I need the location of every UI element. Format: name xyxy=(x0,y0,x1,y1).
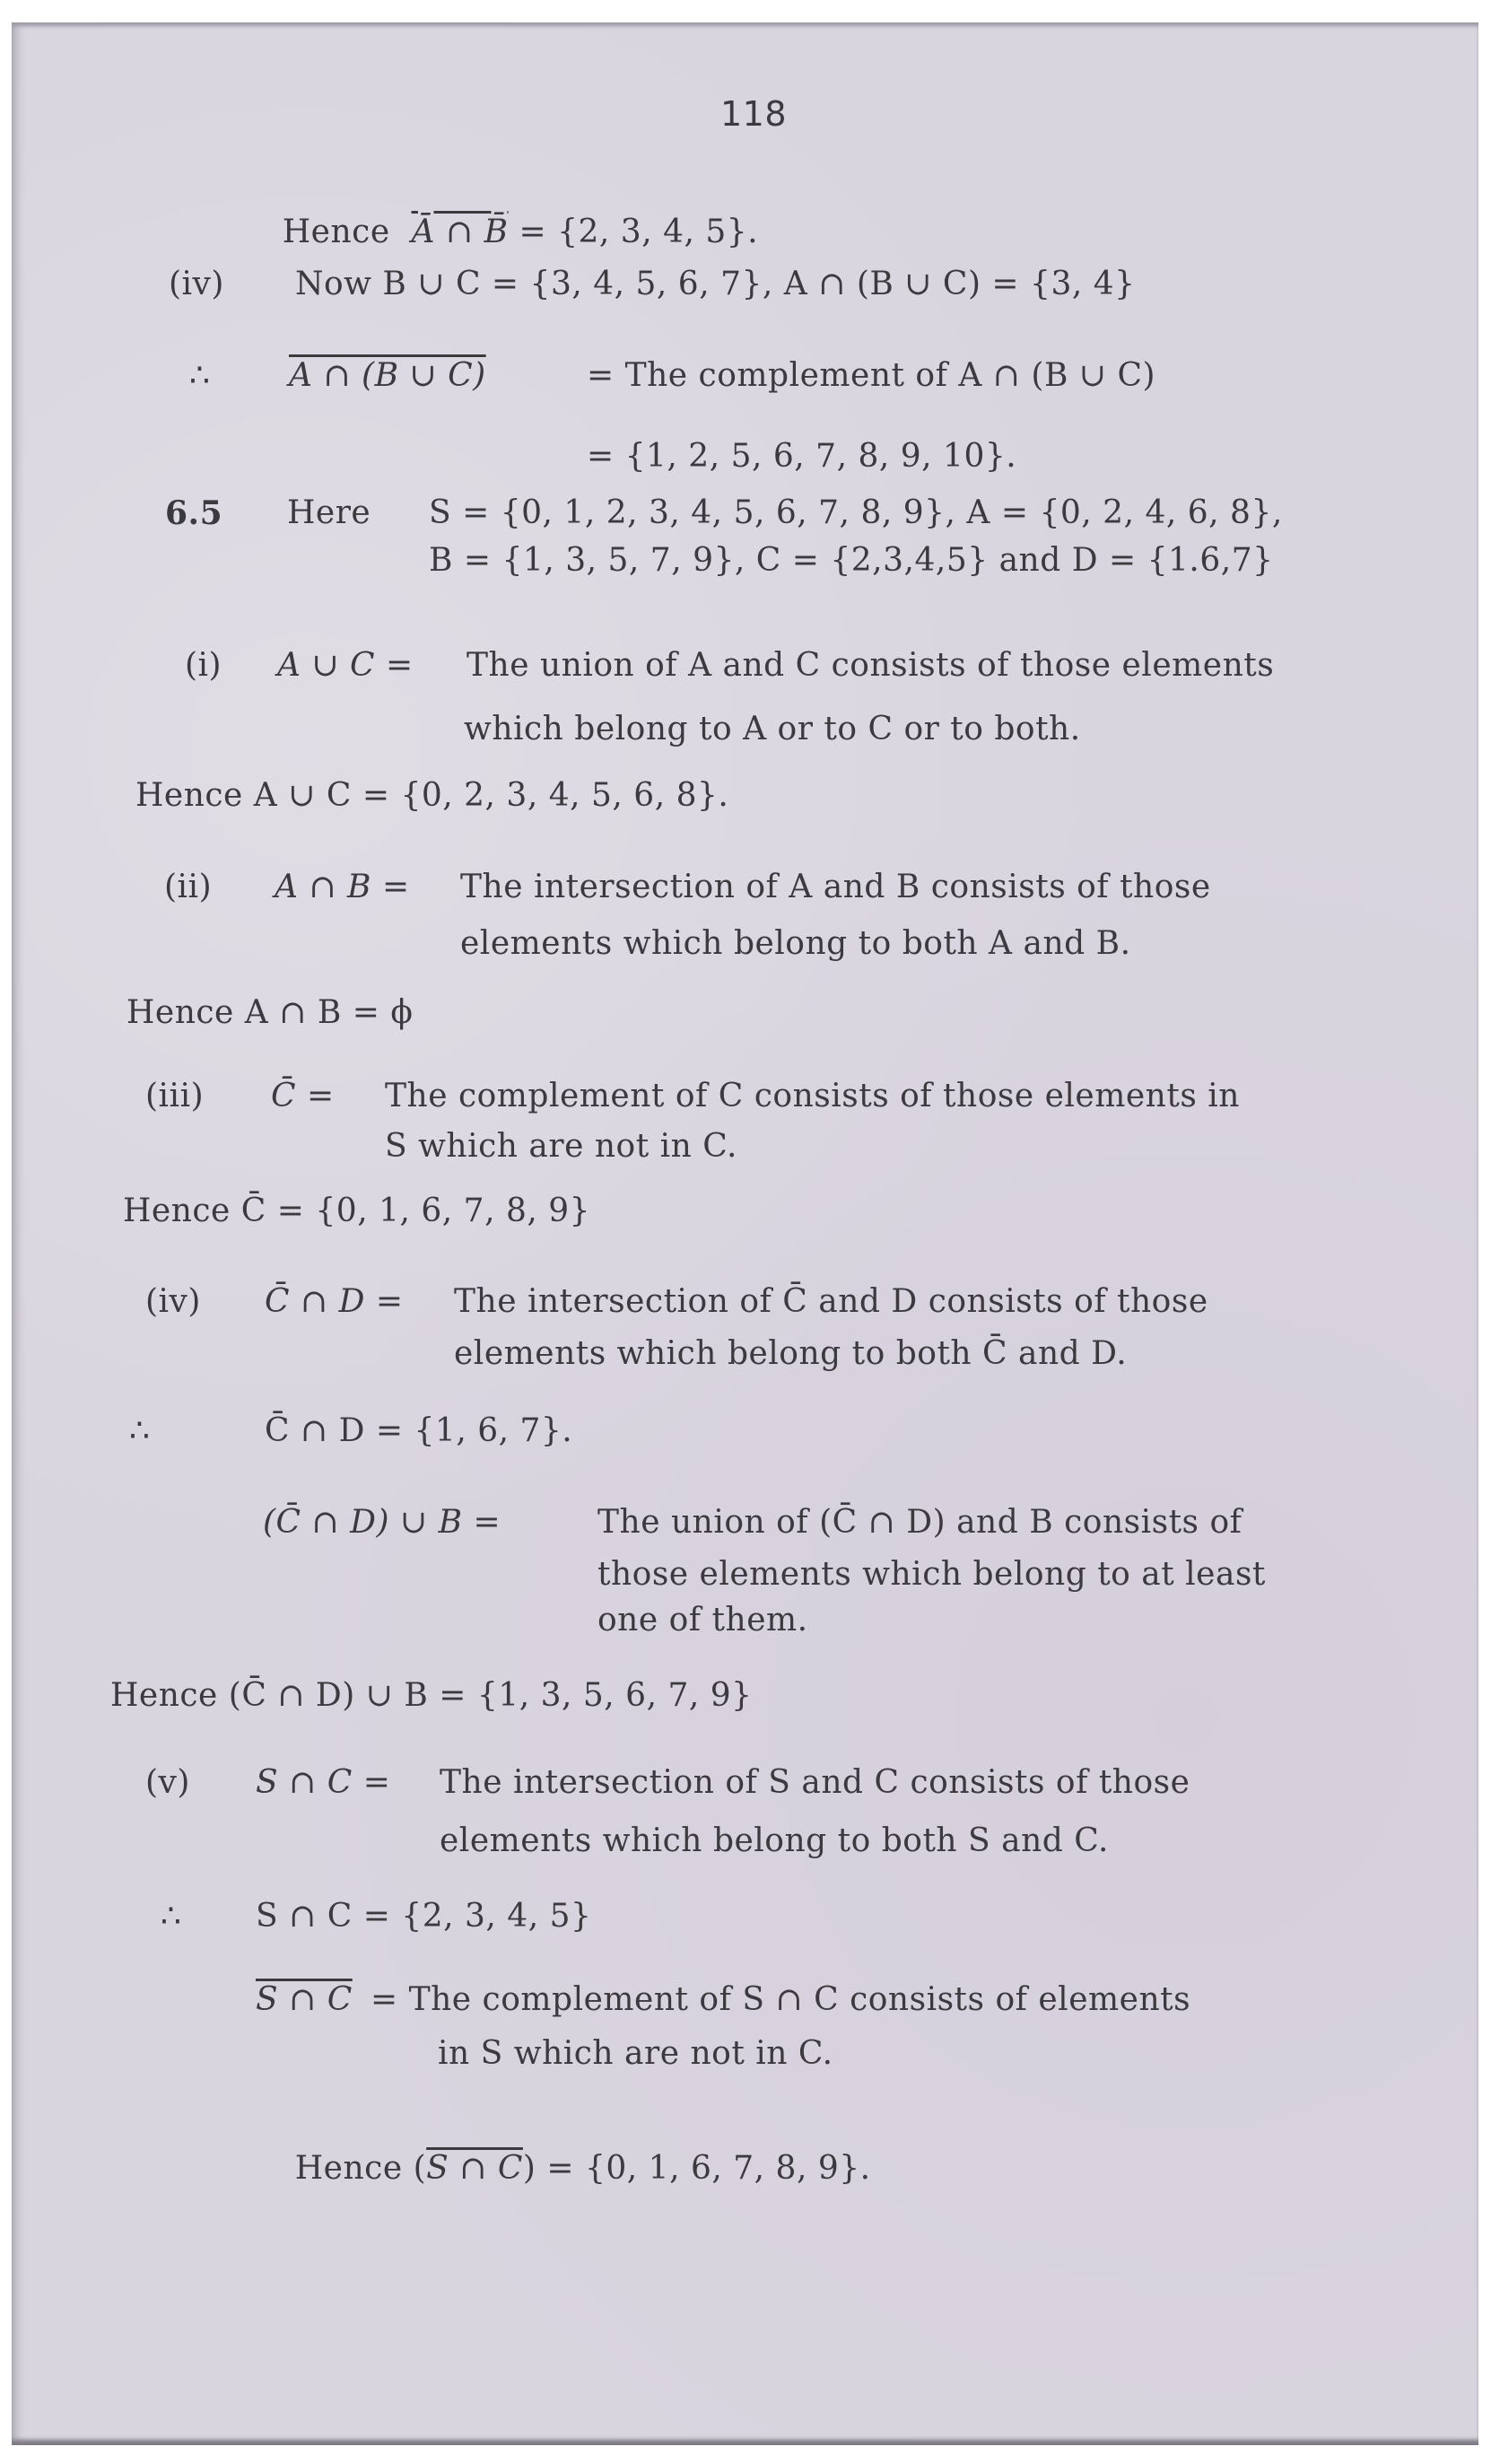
set-definitions-line: B = {1, 3, 5, 7, 9}, C = {2,3,4,5} and D = {1.6,7} xyxy=(429,542,1274,579)
expression: A ∩ (B ∪ C) xyxy=(289,357,486,394)
expression: S ∩ C xyxy=(426,2150,523,2187)
definition-line: = The complement of S ∩ C consists of elements xyxy=(371,1981,1191,2018)
set-definitions-line: S = {0, 1, 2, 3, 4, 5, 6, 7, 8, 9}, A = {0, 2, 4, 6, 8}, xyxy=(429,494,1283,531)
book-page xyxy=(12,22,1478,2445)
definition-line: = The complement of A ∩ (B ∪ C) xyxy=(587,357,1156,394)
result-line: Hence (C̄ ∩ D) ∪ B = {1, 3, 5, 6, 7, 9} xyxy=(110,1677,753,1714)
expression: S ∩ C = xyxy=(256,1764,391,1801)
here-label: Here xyxy=(287,494,371,531)
item-label-iv: (iv) xyxy=(169,266,224,302)
definition-line: elements which belong to both S and C. xyxy=(440,1822,1109,1859)
result-line: Hence A ∪ C = {0, 2, 3, 4, 5, 6, 8}. xyxy=(135,777,729,814)
expression: S ∩ C xyxy=(256,1981,353,2018)
definition-line: which belong to A or to C or to both. xyxy=(464,711,1081,747)
definition-line: The intersection of S and C consists of those xyxy=(440,1764,1190,1801)
therefore-symbol: ∴ xyxy=(161,1898,182,1935)
result-line: S ∩ C = {2, 3, 4, 5} xyxy=(256,1898,592,1935)
expression: (C̄ ∩ D) ∪ B = xyxy=(263,1504,501,1541)
therefore-symbol: ∴ xyxy=(129,1412,151,1449)
result-line: C̄ ∩ D = {1, 6, 7}. xyxy=(265,1412,573,1449)
item-label-iv: (iv) xyxy=(145,1283,201,1320)
hence-label: Hence ( xyxy=(294,2150,427,2187)
statement-line: Now B ∪ C = {3, 4, 5, 6, 7}, A ∩ (B ∪ C) = {3, 4} xyxy=(295,266,1136,302)
definition-line: S which are not in C. xyxy=(385,1128,737,1165)
hence-label: Hence xyxy=(282,214,390,250)
expression: C̄ = xyxy=(271,1078,335,1114)
expression: A ∩ B = xyxy=(275,869,410,905)
definition-line: elements which belong to both C̄ and D. xyxy=(454,1335,1128,1372)
definition-line: The union of A and C consists of those elements xyxy=(466,647,1275,684)
definition-line: The intersection of C̄ and D consists of those xyxy=(454,1283,1208,1320)
item-label-ii: (ii) xyxy=(164,869,213,905)
definition-line: one of them. xyxy=(597,1602,808,1638)
item-label-i: (i) xyxy=(185,647,222,684)
definition-line: elements which belong to both A and B. xyxy=(460,925,1131,962)
definition-line: The union of (C̄ ∩ D) and B consists of xyxy=(597,1504,1242,1541)
problem-number: 6.5 xyxy=(165,494,223,532)
expression: A ∪ C = xyxy=(277,647,414,684)
result-value: = {2, 3, 4, 5}. xyxy=(508,214,759,250)
item-label-iii: (iii) xyxy=(145,1078,205,1114)
expression: C̄ ∩ D = xyxy=(265,1283,404,1320)
definition-line: The complement of C consists of those elements in xyxy=(385,1078,1240,1114)
definition-line: The intersection of A and B consists of those xyxy=(460,869,1211,905)
result-line: Hence C̄ = {0, 1, 6, 7, 8, 9} xyxy=(123,1193,591,1229)
final-result-line xyxy=(252,2110,871,2228)
expression: Ā ∩ B̄ xyxy=(411,214,509,250)
page-number: 118 xyxy=(720,94,788,134)
result-line: Hence A ∩ B = ϕ xyxy=(126,994,414,1031)
result-value: ) = {0, 1, 6, 7, 8, 9}. xyxy=(522,2150,871,2187)
result-value: = {1, 2, 5, 6, 7, 8, 9, 10}. xyxy=(587,438,1017,475)
item-label-v: (v) xyxy=(145,1764,190,1801)
definition-line: those elements which belong to at least xyxy=(597,1556,1266,1593)
definition-line: in S which are not in C. xyxy=(438,2035,833,2072)
therefore-symbol: ∴ xyxy=(189,357,211,394)
